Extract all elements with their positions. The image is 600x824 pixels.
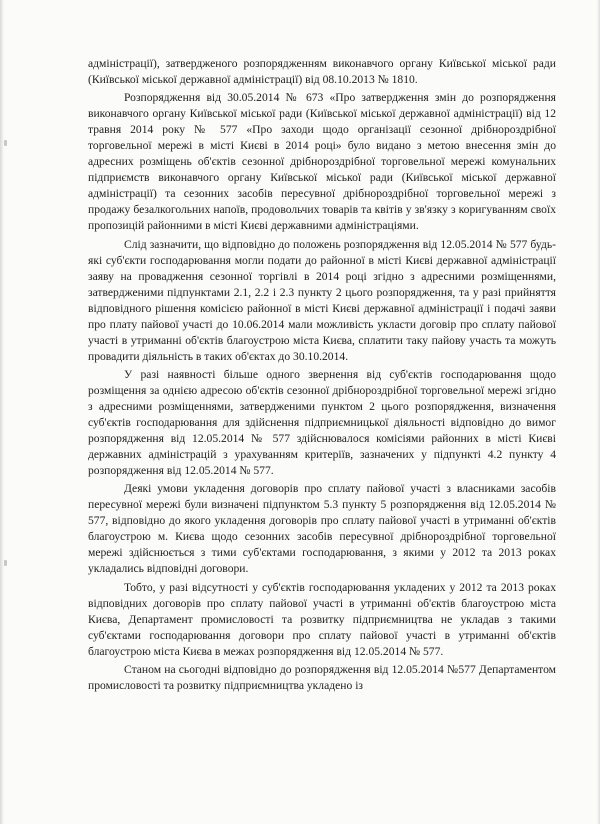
page-left-edge-shadow	[0, 0, 4, 824]
paragraph-application-conditions: Слід зазначити, що відповідно до положень розпорядження від 12.05.2014 № 577 будь-які суб'єкти господарювання могли подати до районної в місті Києві державної адміністрації заяву на провадження сезонної торгівлі в 2014 році згідно з адресними розміщеннями, затвердженими підпунктами 2.1, 2.2 і 2.3 пункту 2 цього розпорядження, та у разі прийняття відповідного рішення комісією районної в місті Києві державної адміністрації і подачі заяви про плату пайової участі до 10.06.2014 мали можливість укласти договір про сплату пайової участі в утриманні об'єктів благоустрою міста Києва, сплатити таку пайову участь та можуть провадити діяльність в таких об'єктах до 30.10.2014.	[88, 237, 556, 363]
paragraph-no-prior-contracts: Тобто, у разі відсутності у суб'єктів господарювання укладених у 2012 та 2013 роках відповідних договорів про сплату пайової участі в утриманні об'єктів благоустрою міста Києва, Департамент промисловості та розвитку підприємництва не укладав з такими суб'єктами господарювання договори про сплату пайової участі в утриманні об'єктів благоустрою міста Києва в межах розпорядження від 12.05.2014 № 577.	[88, 580, 556, 658]
binding-mark	[4, 140, 7, 146]
paragraph-current-status: Станом на сьогодні відповідно до розпорядження від 12.05.2014 №577 Департаментом промисловості та розвитку підприємництва укладено із	[88, 662, 556, 692]
paragraph-continuation: адміністрації), затвердженого розпорядженням виконавчого органу Київської міської ради (Київської міської державної адміністрації) від 08.10.2013 № 1810.	[88, 57, 556, 87]
binding-mark	[4, 560, 7, 566]
paragraph-contract-conditions: Деякі умови укладення договорів про сплату пайової участі з власниками засобів пересувної мережі були визначені підпунктом 5.3 пункту 5 розпорядження від 12.05.2014 № 577, відповідно до якого укладення договорів про сплату пайової участі в утриманні об'єктів благоустрою м. Києва щодо сезонних засобів пересувної дрібнороздрібної торговельної мережі здійснюється з тими суб'єктами господарювання, з якими у 2012 та 2013 роках укладались відповідні договори.	[88, 482, 556, 576]
document-body	[88, 56, 556, 694]
paragraph-multiple-applications: У разі наявності більше одного звернення від суб'єктів господарювання щодо розміщення за однією адресою об'єктів сезонної дрібнороздрібної торговельної мережі згідно з адресними розміщеннями, затвердженими пунктом 2 цього розпорядження, визначення суб'єктів господарювання для здійснення підприємницької діяльності відповідно до вимог розпорядження від 12.05.2014 № 577 здійснювалося комісіями районних в місті Києві державних адміністрацій з урахуванням критеріїв, зазначених у підпункті 4.2 пункту 4 розпорядження від 12.05.2014 № 577.	[88, 367, 556, 478]
paragraph-order-673: Розпорядження від 30.05.2014 № 673 «Про затвердження змін до розпорядження виконавчого органу Київської міської ради (Київської міської державної адміністрації) від 12 травня 2014 року № 577 «Про заходи щодо організації сезонної дрібнороздрібної торговельної мережі в місті Києві в 2014 році» було видано з метою внесення змін до адресних розміщень об'єктів сезонної дрібнороздрібної торговельної мережі комунальних підприємств виконавчого органу Київської міської ради (Київської міської державної адміністрації) та сезонних засобів пересувної дрібнороздрібної торговельної мережі з продажу безалкогольних напоїв, продовольчих товарів та квітів у зв'язку з коригуванням своїх пропозицій районними в місті Києві державними адміністраціями.	[88, 91, 556, 233]
